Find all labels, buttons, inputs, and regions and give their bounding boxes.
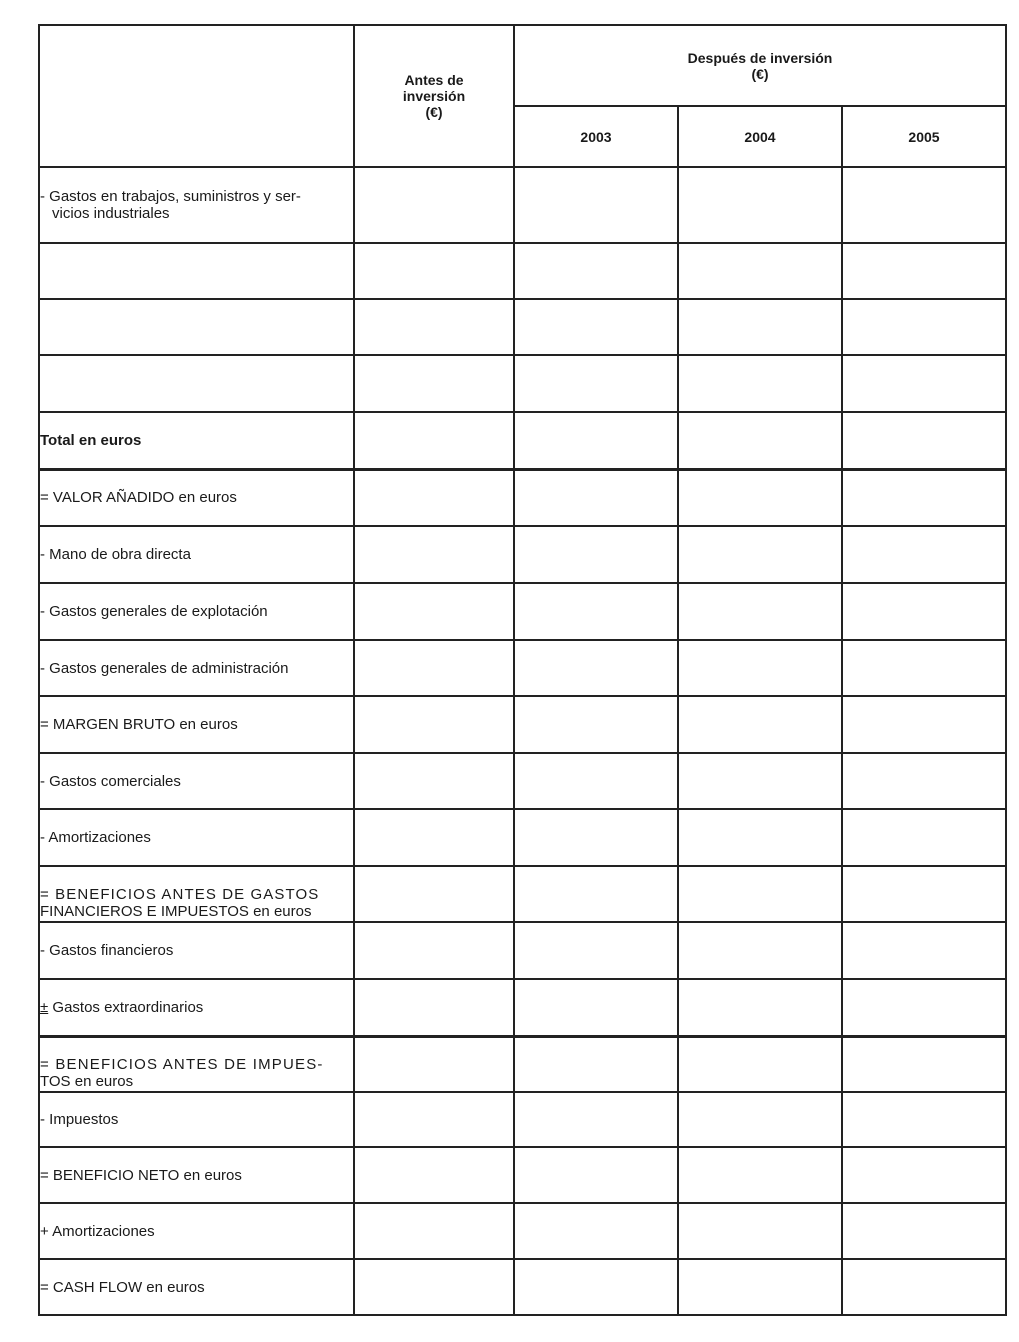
row-label (39, 866, 354, 922)
value-cell-antes (354, 640, 514, 696)
value-cell-2004 (678, 412, 842, 469)
value-cell-2003 (514, 753, 678, 809)
header-despues-label: Después de inversión (687, 49, 833, 66)
value-cell-2005 (842, 1147, 1006, 1203)
value-cell-antes (354, 1147, 514, 1203)
value-cell-2003 (514, 1036, 678, 1092)
value-cell-2004 (678, 1203, 842, 1259)
value-cell-2004 (678, 1259, 842, 1315)
value-cell-2005 (842, 167, 1006, 243)
table-row (39, 243, 1006, 299)
value-cell-2005 (842, 355, 1006, 412)
row-label: Total en euros (39, 412, 354, 469)
row-label (39, 355, 354, 412)
header-antes-cell (354, 25, 514, 167)
row-label-line2: FINANCIEROS E IMPUESTOS en euros (40, 903, 312, 920)
value-cell-2004 (678, 809, 842, 866)
header-year-2003: 2003 (514, 106, 678, 167)
value-cell-2003 (514, 1203, 678, 1259)
row-label-text: Gastos extraordinarios (48, 998, 204, 1016)
value-cell-2004 (678, 696, 842, 753)
table-row (39, 167, 1006, 243)
value-cell-2005 (842, 979, 1006, 1036)
value-cell-2003 (514, 526, 678, 583)
value-cell-antes (354, 1036, 514, 1092)
table-row (39, 1092, 1006, 1147)
value-cell-antes (354, 469, 514, 526)
table-row (39, 355, 1006, 412)
row-label: - Gastos financieros (39, 922, 354, 979)
row-label (39, 979, 354, 1036)
table-row (39, 1147, 1006, 1203)
value-cell-antes (354, 1259, 514, 1315)
value-cell-2004 (678, 526, 842, 583)
value-cell-2004 (678, 1092, 842, 1147)
value-cell-antes (354, 1092, 514, 1147)
value-cell-2004 (678, 1147, 842, 1203)
value-cell-antes (354, 412, 514, 469)
financial-table (38, 24, 1007, 1316)
value-cell-2004 (678, 469, 842, 526)
header-antes-unit: (€) (425, 104, 443, 120)
value-cell-2005 (842, 866, 1006, 922)
header-year-2005: 2005 (842, 106, 1006, 167)
table-row (39, 299, 1006, 355)
value-cell-2003 (514, 412, 678, 469)
row-label-line1: = BENEFICIOS ANTES DE GASTOS (40, 886, 320, 903)
row-label: = BENEFICIO NETO en euros (39, 1147, 354, 1203)
value-cell-2005 (842, 412, 1006, 469)
table-row (39, 1259, 1006, 1315)
value-cell-2003 (514, 922, 678, 979)
value-cell-antes (354, 167, 514, 243)
value-cell-2005 (842, 1203, 1006, 1259)
value-cell-2005 (842, 922, 1006, 979)
value-cell-2003 (514, 640, 678, 696)
row-label: - Gastos generales de administración (39, 640, 354, 696)
row-label-line1: - Gastos en trabajos, suministros y ser- (40, 188, 301, 205)
value-cell-2005 (842, 640, 1006, 696)
value-cell-antes (354, 1203, 514, 1259)
table-row (39, 809, 1006, 866)
value-cell-2005 (842, 243, 1006, 299)
value-cell-2003 (514, 167, 678, 243)
value-cell-antes (354, 753, 514, 809)
value-cell-2005 (842, 469, 1006, 526)
value-cell-2005 (842, 299, 1006, 355)
table-row (39, 696, 1006, 753)
table-row (39, 753, 1006, 809)
value-cell-2004 (678, 866, 842, 922)
value-cell-2004 (678, 167, 842, 243)
value-cell-antes (354, 526, 514, 583)
table-row (39, 922, 1006, 979)
table-row (39, 1036, 1006, 1092)
row-label: - Gastos generales de explotación (39, 583, 354, 640)
value-cell-2003 (514, 979, 678, 1036)
value-cell-antes (354, 355, 514, 412)
header-blank-cell (39, 25, 354, 167)
row-label (39, 243, 354, 299)
row-label: = CASH FLOW en euros (39, 1259, 354, 1315)
value-cell-2004 (678, 299, 842, 355)
value-cell-antes (354, 979, 514, 1036)
row-label (39, 167, 354, 243)
value-cell-antes (354, 299, 514, 355)
value-cell-antes (354, 583, 514, 640)
row-label: - Impuestos (39, 1092, 354, 1147)
value-cell-antes (354, 243, 514, 299)
table-row (39, 583, 1006, 640)
value-cell-2004 (678, 640, 842, 696)
value-cell-2004 (678, 583, 842, 640)
value-cell-2005 (842, 809, 1006, 866)
value-cell-antes (354, 809, 514, 866)
value-cell-2005 (842, 583, 1006, 640)
value-cell-2003 (514, 1147, 678, 1203)
value-cell-2003 (514, 299, 678, 355)
value-cell-antes (354, 922, 514, 979)
header-year-2004: 2004 (678, 106, 842, 167)
value-cell-2004 (678, 979, 842, 1036)
value-cell-2003 (514, 243, 678, 299)
row-label (39, 1036, 354, 1092)
value-cell-2005 (842, 696, 1006, 753)
header-antes-line1: Antes de (404, 72, 464, 88)
row-label: - Mano de obra directa (39, 526, 354, 583)
value-cell-2004 (678, 922, 842, 979)
row-label: = MARGEN BRUTO en euros (39, 696, 354, 753)
table-row (39, 412, 1006, 469)
row-label-line1: = BENEFICIOS ANTES DE IMPUES- (40, 1056, 324, 1073)
table-row (39, 469, 1006, 526)
row-label: = VALOR AÑADIDO en euros (39, 469, 354, 526)
value-cell-2005 (842, 1092, 1006, 1147)
row-label: + Amortizaciones (39, 1203, 354, 1259)
row-label-line2: TOS en euros (40, 1073, 134, 1090)
header-despues-cell (514, 25, 1006, 106)
value-cell-2003 (514, 1259, 678, 1315)
value-cell-2003 (514, 469, 678, 526)
value-cell-2003 (514, 696, 678, 753)
value-cell-2004 (678, 753, 842, 809)
value-cell-antes (354, 696, 514, 753)
header-despues-unit: (€) (751, 65, 769, 82)
value-cell-2003 (514, 866, 678, 922)
value-cell-2005 (842, 526, 1006, 583)
value-cell-2004 (678, 1036, 842, 1092)
table-row (39, 866, 1006, 922)
value-cell-2005 (842, 1259, 1006, 1315)
row-label: - Amortizaciones (39, 809, 354, 866)
table-row (39, 1203, 1006, 1259)
value-cell-2003 (514, 583, 678, 640)
value-cell-2003 (514, 1092, 678, 1147)
value-cell-2003 (514, 809, 678, 866)
table-row (39, 526, 1006, 583)
plus-minus-sign: ± (40, 998, 49, 1016)
row-label: - Gastos comerciales (39, 753, 354, 809)
value-cell-2005 (842, 1036, 1006, 1092)
value-cell-2005 (842, 753, 1006, 809)
row-label (39, 299, 354, 355)
row-label-line2: vicios industriales (52, 205, 170, 222)
table-row (39, 979, 1006, 1036)
value-cell-2004 (678, 243, 842, 299)
header-antes-line2: inversión (402, 88, 466, 104)
value-cell-2004 (678, 355, 842, 412)
value-cell-antes (354, 866, 514, 922)
table-row (39, 640, 1006, 696)
value-cell-2003 (514, 355, 678, 412)
